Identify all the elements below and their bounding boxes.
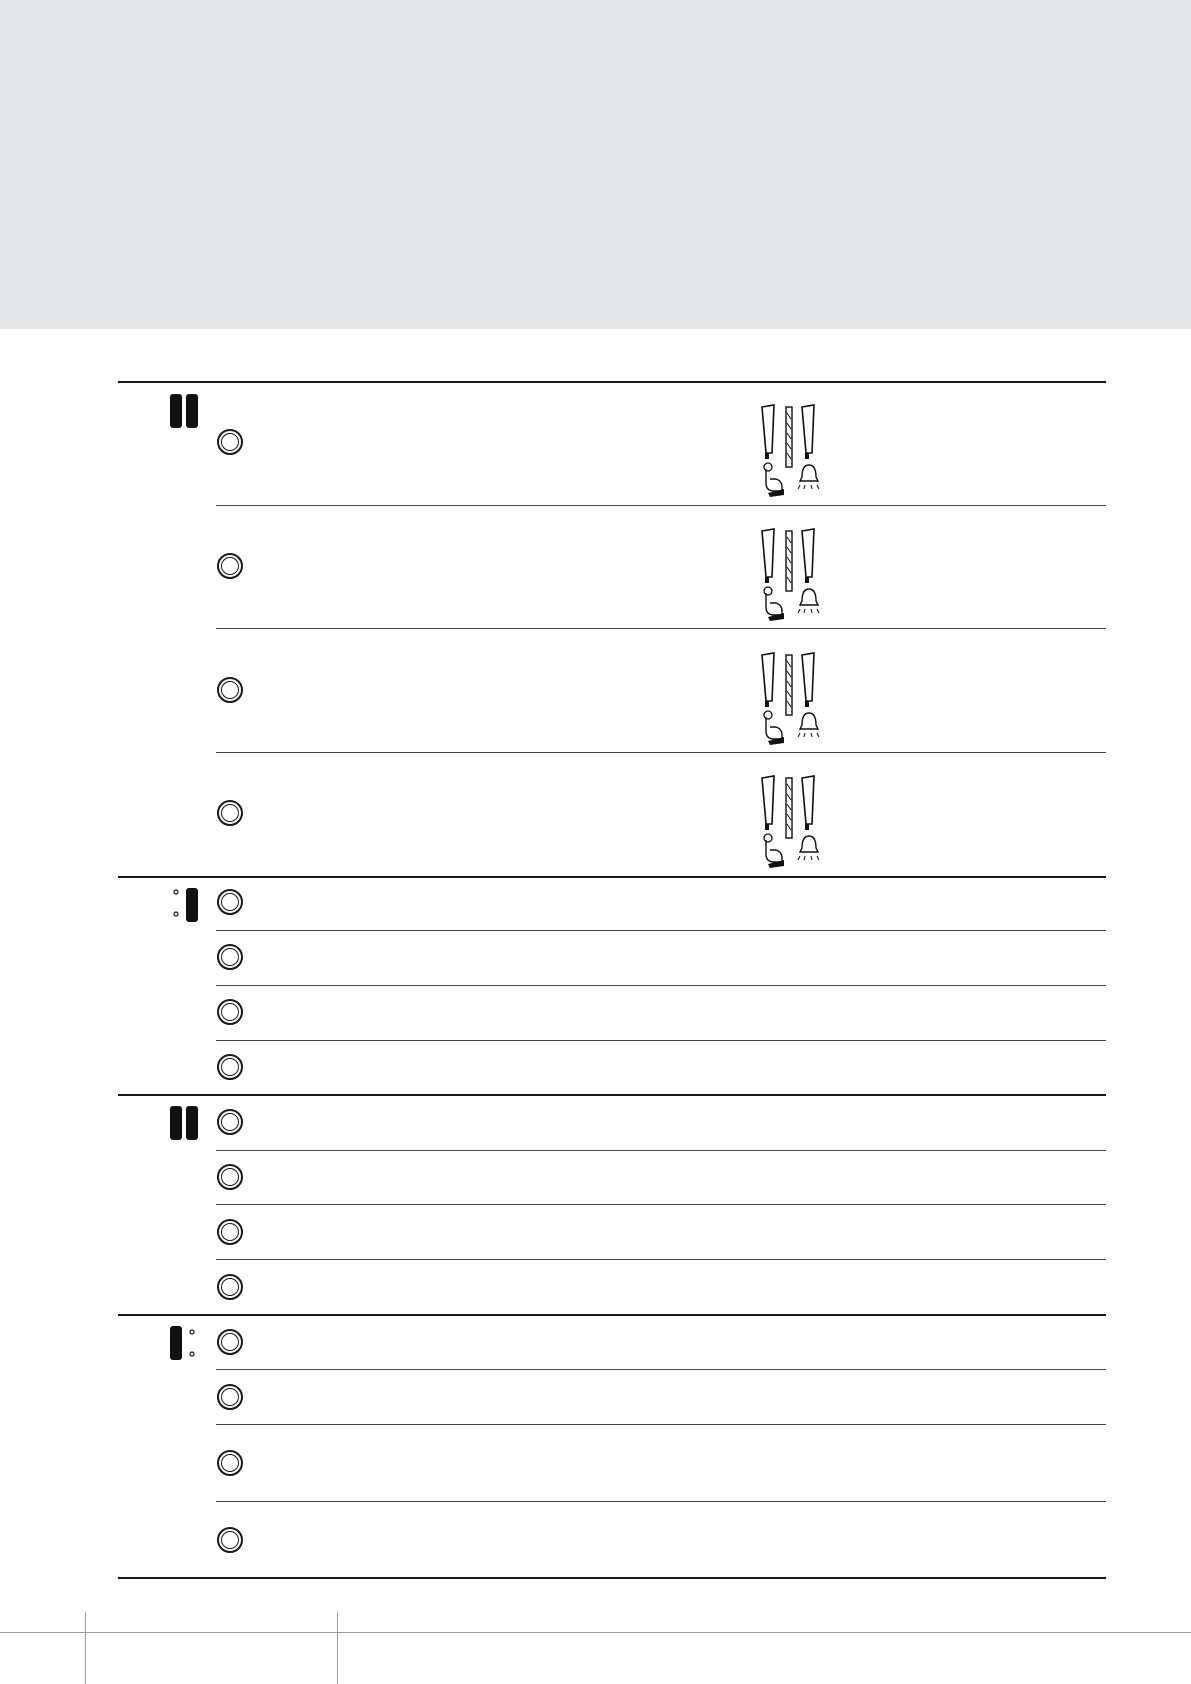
double-circle-icon (217, 1527, 243, 1553)
handset-with-dots-right-icon (168, 1324, 198, 1362)
double-circle-icon (217, 677, 243, 703)
row-divider (216, 985, 1106, 986)
double-circle-icon (217, 889, 243, 915)
double-circle-icon (217, 944, 243, 970)
row-divider (216, 1369, 1106, 1370)
row-divider (216, 1204, 1106, 1205)
section-divider (118, 1094, 1106, 1096)
double-circle-icon (217, 1219, 243, 1245)
intercom-call-button-bell-icon (756, 527, 828, 623)
row-divider (216, 628, 1106, 629)
intercom-call-button-bell-icon (756, 403, 828, 499)
row-divider (216, 752, 1106, 753)
row-divider (216, 1040, 1106, 1041)
footer-rule (0, 1632, 1191, 1633)
row-divider (216, 1259, 1106, 1260)
double-circle-icon (217, 1054, 243, 1080)
two-handsets-icon (168, 1104, 202, 1142)
double-circle-icon (217, 1274, 243, 1300)
handset-with-dots-left-icon (172, 886, 202, 924)
intercom-call-button-bell-icon (756, 774, 828, 870)
double-circle-icon (217, 1329, 243, 1355)
two-handsets-icon (168, 392, 202, 430)
double-circle-icon (217, 1164, 243, 1190)
double-circle-icon (217, 1109, 243, 1135)
row-divider (216, 1150, 1106, 1151)
row-divider (216, 1424, 1106, 1425)
double-circle-icon (217, 800, 243, 826)
double-circle-icon (217, 429, 243, 455)
double-circle-icon (217, 553, 243, 579)
footer-column-divider (337, 1612, 338, 1684)
row-divider (216, 1501, 1106, 1502)
section-divider (118, 381, 1106, 383)
intercom-call-button-bell-icon (756, 651, 828, 747)
double-circle-icon (217, 1450, 243, 1476)
row-divider (216, 505, 1106, 506)
section-divider (118, 1314, 1106, 1316)
footer-column-divider (85, 1612, 86, 1684)
header-band (0, 0, 1191, 329)
double-circle-icon (217, 1384, 243, 1410)
double-circle-icon (217, 999, 243, 1025)
section-divider (118, 876, 1106, 878)
row-divider (216, 930, 1106, 931)
section-divider (118, 1577, 1106, 1579)
